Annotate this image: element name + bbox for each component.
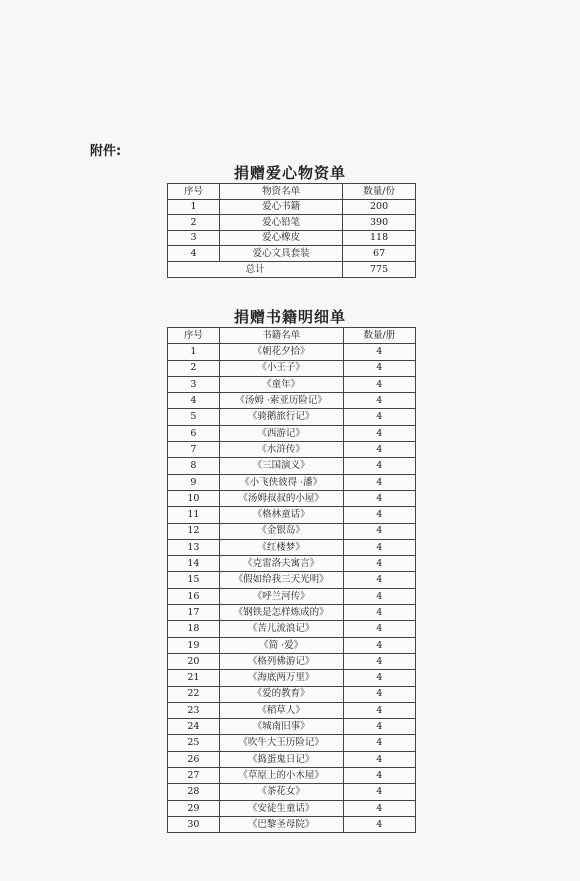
book-row	[168, 556, 416, 572]
header-index: 序号	[168, 328, 220, 344]
book-list-table	[167, 327, 416, 833]
row-index: 4	[168, 246, 220, 262]
row-quantity: 390	[343, 215, 416, 231]
row-name: 《格列佛游记》	[219, 653, 343, 669]
row-quantity: 4	[343, 751, 415, 767]
row-name: 《吹牛大王历险记》	[219, 735, 343, 751]
row-name: 《童年》	[219, 376, 343, 392]
row-quantity: 4	[343, 719, 415, 735]
header-item-name: 物资名单	[220, 184, 343, 200]
header-quantity: 数量/册	[343, 328, 415, 344]
supplies-row	[168, 215, 416, 231]
book-row	[168, 458, 416, 474]
row-name: 《草原上的小木屋》	[219, 768, 343, 784]
header-index: 序号	[168, 184, 220, 200]
row-name: 《小王子》	[219, 360, 343, 376]
row-name: 《安徒生童话》	[219, 800, 343, 816]
book-row	[168, 637, 416, 653]
row-quantity: 4	[343, 637, 415, 653]
row-quantity: 4	[343, 376, 415, 392]
row-quantity: 4	[343, 816, 415, 832]
book-row	[168, 670, 416, 686]
row-index: 30	[168, 816, 220, 832]
supplies-row	[168, 230, 416, 246]
book-row	[168, 768, 416, 784]
row-index: 22	[168, 686, 220, 702]
row-name: 爱心铅笔	[220, 215, 343, 231]
row-index: 20	[168, 653, 220, 669]
row-quantity: 4	[343, 539, 415, 555]
row-index: 13	[168, 539, 220, 555]
book-row	[168, 474, 416, 490]
row-quantity: 200	[343, 199, 416, 215]
row-index: 17	[168, 605, 220, 621]
row-quantity: 4	[343, 360, 415, 376]
row-quantity: 4	[343, 393, 415, 409]
row-index: 7	[168, 442, 220, 458]
book-row	[168, 751, 416, 767]
book-row	[168, 490, 416, 506]
total-label: 总计	[168, 261, 343, 277]
row-name: 《稻草人》	[219, 702, 343, 718]
row-index: 23	[168, 702, 220, 718]
row-quantity: 4	[343, 670, 415, 686]
row-index: 29	[168, 800, 220, 816]
row-quantity: 4	[343, 442, 415, 458]
row-index: 24	[168, 719, 220, 735]
book-table-body	[168, 328, 416, 833]
row-index: 16	[168, 588, 220, 604]
row-quantity: 4	[343, 556, 415, 572]
row-quantity: 4	[343, 490, 415, 506]
row-index: 3	[168, 376, 220, 392]
row-quantity: 4	[343, 768, 415, 784]
book-row	[168, 800, 416, 816]
row-index: 3	[168, 230, 220, 246]
row-index: 4	[168, 393, 220, 409]
row-name: 《城南旧事》	[219, 719, 343, 735]
book-row	[168, 702, 416, 718]
book-row	[168, 425, 416, 441]
row-name: 爱心文具套装	[220, 246, 343, 262]
row-name: 爱心书籍	[220, 199, 343, 215]
book-row	[168, 735, 416, 751]
row-quantity: 4	[343, 588, 415, 604]
row-quantity: 118	[343, 230, 416, 246]
book-row	[168, 588, 416, 604]
row-index: 14	[168, 556, 220, 572]
row-name: 《小飞侠彼得 ·潘》	[219, 474, 343, 490]
header-quantity: 数量/份	[343, 184, 416, 200]
header-book-name: 书籍名单	[219, 328, 343, 344]
row-index: 26	[168, 751, 220, 767]
row-quantity: 4	[343, 735, 415, 751]
row-name: 《格林童话》	[219, 507, 343, 523]
row-name: 《海底两万里》	[219, 670, 343, 686]
row-quantity: 4	[343, 344, 415, 360]
row-quantity: 4	[343, 523, 415, 539]
row-quantity: 4	[343, 425, 415, 441]
row-index: 18	[168, 621, 220, 637]
supplies-header-row	[168, 184, 416, 200]
row-name: 《骑鹅旅行记》	[219, 409, 343, 425]
supplies-row	[168, 246, 416, 262]
row-name: 《捣蛋鬼日记》	[219, 751, 343, 767]
row-name: 《金银岛》	[219, 523, 343, 539]
book-row	[168, 393, 416, 409]
book-row	[168, 784, 416, 800]
row-name: 爱心橡皮	[220, 230, 343, 246]
book-row	[168, 409, 416, 425]
row-name: 《水浒传》	[219, 442, 343, 458]
row-name: 《红楼梦》	[219, 539, 343, 555]
row-index: 2	[168, 215, 220, 231]
row-quantity: 4	[343, 653, 415, 669]
row-name: 《克雷洛夫寓言》	[219, 556, 343, 572]
book-row	[168, 442, 416, 458]
row-quantity: 4	[343, 702, 415, 718]
row-index: 1	[168, 344, 220, 360]
row-index: 5	[168, 409, 220, 425]
book-row	[168, 621, 416, 637]
row-quantity: 4	[343, 458, 415, 474]
book-row	[168, 719, 416, 735]
row-quantity: 4	[343, 605, 415, 621]
attachment-label: 附件:	[90, 144, 122, 159]
supplies-total-row	[168, 261, 416, 277]
row-name: 《假如给我三天光明》	[219, 572, 343, 588]
row-name: 《钢铁是怎样炼成的》	[219, 605, 343, 621]
row-quantity: 67	[343, 246, 416, 262]
supplies-row	[168, 199, 416, 215]
book-row	[168, 653, 416, 669]
book-row	[168, 605, 416, 621]
row-index: 6	[168, 425, 220, 441]
row-name: 《汤姆叔叔的小屋》	[219, 490, 343, 506]
row-quantity: 4	[343, 409, 415, 425]
row-name: 《巴黎圣母院》	[219, 816, 343, 832]
donation-supplies-title: 捐赠爱心物资单	[233, 164, 346, 182]
row-index: 28	[168, 784, 220, 800]
row-quantity: 4	[343, 507, 415, 523]
row-name: 《西游记》	[219, 425, 343, 441]
book-row	[168, 360, 416, 376]
row-name: 《汤姆 ·索亚历险记》	[219, 393, 343, 409]
row-index: 21	[168, 670, 220, 686]
row-index: 19	[168, 637, 220, 653]
row-index: 2	[168, 360, 220, 376]
row-index: 15	[168, 572, 220, 588]
book-row	[168, 816, 416, 832]
row-name: 《三国演义》	[219, 458, 343, 474]
row-index: 11	[168, 507, 220, 523]
total-value: 775	[343, 261, 416, 277]
book-row	[168, 686, 416, 702]
row-name: 《苦儿流浪记》	[219, 621, 343, 637]
row-index: 8	[168, 458, 220, 474]
row-quantity: 4	[343, 800, 415, 816]
book-header-row	[168, 328, 416, 344]
row-quantity: 4	[343, 784, 415, 800]
book-row	[168, 572, 416, 588]
row-index: 10	[168, 490, 220, 506]
row-index: 25	[168, 735, 220, 751]
book-row	[168, 376, 416, 392]
row-index: 1	[168, 199, 220, 215]
book-row	[168, 523, 416, 539]
row-index: 12	[168, 523, 220, 539]
row-index: 27	[168, 768, 220, 784]
row-name: 《呼兰河传》	[219, 588, 343, 604]
book-list-title: 捐赠书籍明细单	[233, 308, 346, 326]
row-quantity: 4	[343, 686, 415, 702]
row-quantity: 4	[343, 474, 415, 490]
row-name: 《简 ·爱》	[219, 637, 343, 653]
donation-supplies-table	[167, 183, 416, 278]
row-quantity: 4	[343, 572, 415, 588]
book-row	[168, 507, 416, 523]
row-index: 9	[168, 474, 220, 490]
row-name: 《茶花女》	[219, 784, 343, 800]
supplies-table-body	[168, 184, 416, 278]
book-row	[168, 539, 416, 555]
book-row	[168, 344, 416, 360]
row-name: 《朝花夕拾》	[219, 344, 343, 360]
row-quantity: 4	[343, 621, 415, 637]
row-name: 《爱的教育》	[219, 686, 343, 702]
